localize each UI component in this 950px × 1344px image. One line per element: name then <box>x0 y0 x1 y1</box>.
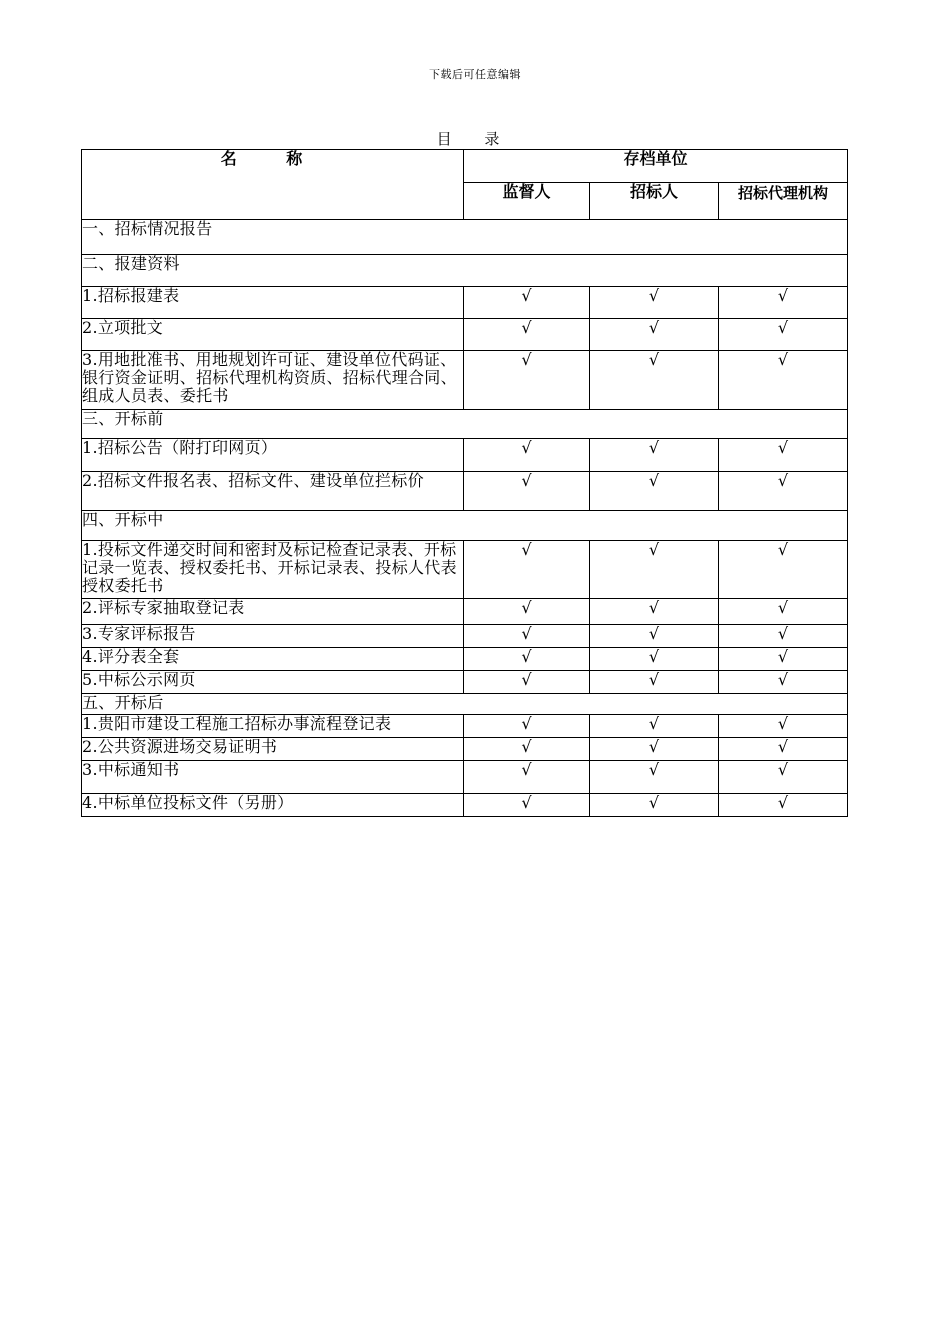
check-mark: √ <box>719 761 848 794</box>
item-row <box>82 319 848 351</box>
column-header-tenderer: 招标人 <box>590 183 719 220</box>
check-mark: √ <box>464 351 590 410</box>
check-mark: √ <box>719 439 848 472</box>
check-mark: √ <box>464 671 590 694</box>
check-mark: √ <box>590 648 719 671</box>
item-name: 1.投标文件递交时间和密封及标记检查记录表、开标记录一览表、授权委托书、开标记录表、投标人代表授权委托书 <box>82 541 464 599</box>
name-column-header: 名 称 <box>82 150 464 220</box>
header-row-top <box>82 150 848 183</box>
item-row <box>82 671 848 694</box>
item-row <box>82 794 848 817</box>
check-mark: √ <box>464 541 590 599</box>
section-title: 一、招标情况报告 <box>82 220 848 255</box>
check-mark: √ <box>590 625 719 648</box>
column-header-supervisor: 监督人 <box>464 183 590 220</box>
check-mark: √ <box>590 541 719 599</box>
item-name: 2.评标专家抽取登记表 <box>82 599 464 625</box>
item-name: 2.招标文件报名表、招标文件、建设单位拦标价 <box>82 472 464 511</box>
check-mark: √ <box>464 287 590 319</box>
item-row <box>82 287 848 319</box>
item-name: 3.中标通知书 <box>82 761 464 794</box>
item-name: 5.中标公示网页 <box>82 671 464 694</box>
item-name: 2.立项批文 <box>82 319 464 351</box>
section-title: 五、开标后 <box>82 694 848 715</box>
section-row <box>82 694 848 715</box>
check-mark: √ <box>464 472 590 511</box>
item-row <box>82 625 848 648</box>
check-mark: √ <box>719 541 848 599</box>
section-title: 二、报建资料 <box>82 255 848 287</box>
check-mark: √ <box>590 738 719 761</box>
item-row <box>82 439 848 472</box>
download-note: 下载后可任意编辑 <box>429 68 521 81</box>
check-mark: √ <box>464 794 590 817</box>
check-mark: √ <box>719 715 848 738</box>
catalog-body <box>82 150 848 817</box>
item-row <box>82 472 848 511</box>
item-name: 1.招标公告（附打印网页） <box>82 439 464 472</box>
item-row <box>82 715 848 738</box>
check-mark: √ <box>464 648 590 671</box>
document-title: 目 录 <box>436 130 514 148</box>
check-mark: √ <box>719 599 848 625</box>
check-mark: √ <box>590 351 719 410</box>
check-mark: √ <box>719 671 848 694</box>
item-row <box>82 599 848 625</box>
item-name: 1.贵阳市建设工程施工招标办事流程登记表 <box>82 715 464 738</box>
section-row <box>82 220 848 255</box>
item-row <box>82 761 848 794</box>
check-mark: √ <box>590 794 719 817</box>
check-mark: √ <box>464 625 590 648</box>
item-row <box>82 738 848 761</box>
item-row <box>82 351 848 410</box>
check-mark: √ <box>464 738 590 761</box>
check-mark: √ <box>590 599 719 625</box>
archive-unit-header: 存档单位 <box>464 150 848 183</box>
column-header-agency: 招标代理机构 <box>719 183 848 220</box>
section-title: 四、开标中 <box>82 511 848 541</box>
section-row <box>82 511 848 541</box>
section-title: 三、开标前 <box>82 410 848 439</box>
check-mark: √ <box>590 715 719 738</box>
check-mark: √ <box>719 472 848 511</box>
item-name: 2.公共资源进场交易证明书 <box>82 738 464 761</box>
item-name: 1.招标报建表 <box>82 287 464 319</box>
check-mark: √ <box>719 287 848 319</box>
check-mark: √ <box>464 761 590 794</box>
check-mark: √ <box>464 599 590 625</box>
item-name: 3.用地批准书、用地规划许可证、建设单位代码证、银行资金证明、招标代理机构资质、招标代理合同、组成人员表、委托书 <box>82 351 464 410</box>
check-mark: √ <box>464 439 590 472</box>
check-mark: √ <box>590 671 719 694</box>
check-mark: √ <box>590 439 719 472</box>
check-mark: √ <box>719 648 848 671</box>
check-mark: √ <box>464 319 590 351</box>
item-name: 3.专家评标报告 <box>82 625 464 648</box>
item-row <box>82 541 848 599</box>
check-mark: √ <box>719 351 848 410</box>
item-row <box>82 648 848 671</box>
item-name: 4.评分表全套 <box>82 648 464 671</box>
check-mark: √ <box>464 715 590 738</box>
check-mark: √ <box>719 319 848 351</box>
check-mark: √ <box>590 761 719 794</box>
check-mark: √ <box>719 794 848 817</box>
item-name: 4.中标单位投标文件（另册） <box>82 794 464 817</box>
check-mark: √ <box>719 625 848 648</box>
check-mark: √ <box>719 738 848 761</box>
check-mark: √ <box>590 287 719 319</box>
section-row <box>82 255 848 287</box>
check-mark: √ <box>590 319 719 351</box>
archive-catalog-table <box>81 149 848 817</box>
check-mark: √ <box>590 472 719 511</box>
section-row <box>82 410 848 439</box>
